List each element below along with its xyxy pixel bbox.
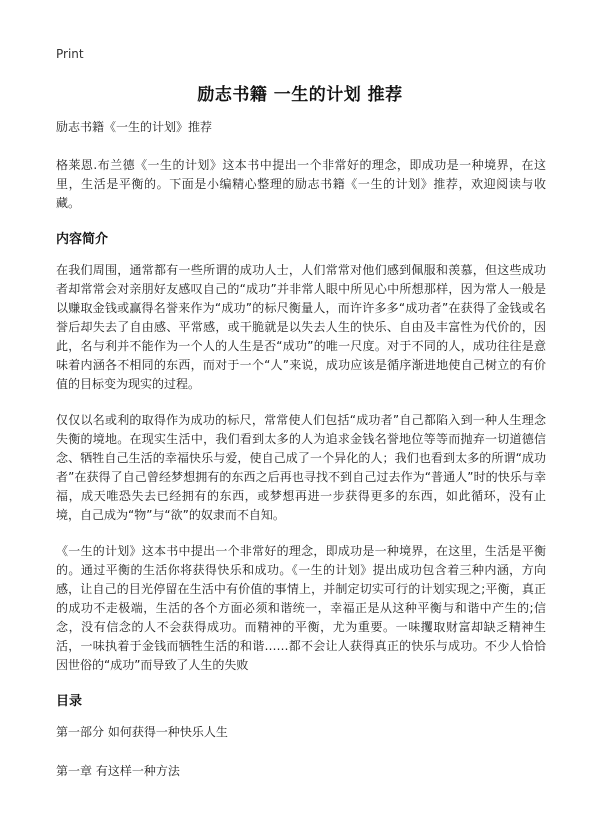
summary-paragraph-3: 《一生的计划》这本书中提出一个非常好的理念，即成功是一种境界，在这里，生活是平衡的。通过平衡的生活你将获得快乐和成功。《一生的计划》提出成功包含着三种内涵，方向感，让自己的目光停留在生活中有价值的事情上，并制定切实可行的计划实现之;平衡，真正的成功不走极端，生活的各个方面必须和谐统一，幸福正是从这种平衡与和谐中产生的;信念，没有信念的人不会获得成功。而精神的平衡，尤为重要。一味攫取财富却缺乏精神生活，一味执着于金钱而牺牲生活的和谐……都不会让人获得真正的快乐与成功。不少人恰恰因世俗的“成功”而导致了人生的失败 [56,544,546,672]
summary-paragraph-2: 仅仅以名或利的取得作为成功的标尺，常常使人们包括“成功者”自己都陷入到一种人生理念失衡的境地。在现实生活中，我们看到太多的人为追求金钱名誉地位等等而抛弃一切道德信念、牺牲自己生活的幸福快乐与爱，使自己成了一个异化的人；我们也看到太多的所谓“成功者”在获得了自己曾经梦想拥有的东西之后再也寻找不到自己过去作为“普通人”时的快乐与幸福，成天唯恐失去已经拥有的东西，或梦想再进一步获得更多的东西，如此循环，没有止境，自己成为“物”与“欲”的奴隶而不自知。 [56,413,546,522]
section-heading-summary: 内容简介 [56,232,109,247]
article-subtitle: 励志书籍《一生的计划》推荐 [56,120,213,134]
toc-item: 第一章 有这样一种方法 [56,764,180,778]
toc-item: 第一部分 如何获得一种快乐人生 [56,725,228,739]
print-link[interactable]: Print [56,47,84,61]
intro-paragraph: 格莱恩.布兰德《一生的计划》这本书中提出一个非常好的理念，即成功是一种境界，在这里，生活是平衡的。下面是小编精心整理的励志书籍《一生的计划》推荐，欢迎阅读与收藏。 [56,158,546,210]
section-heading-toc: 目录 [56,694,83,709]
article-body [56,118,546,801]
summary-paragraph-1: 在我们周围，通常都有一些所谓的成功人士，人们常常对他们感到佩服和羡慕，但这些成功者却常常会对亲朋好友感叹自己的“成功”并非常人眼中所见心中所想那样，因为常人一般是以赚取金钱或赢得名誉来作为“成功”的标尺衡量人，而许许多多“成功者”在获得了金钱或名誉后却失去了自由感、平常感，或干脆就是以失去人生的快乐、自由及丰富性为代价的，因此，名与利并不能作为一个人的人生是否“成功”的唯一尺度。对于不同的人，成功往往是意味着内涵各不相同的东西，而对于一个“人”来说，成功应该是循序渐进地使自己树立的有价值的目标变为现实的过程。 [56,263,546,391]
page-title: 励志书籍 一生的计划 推荐 [197,85,403,105]
